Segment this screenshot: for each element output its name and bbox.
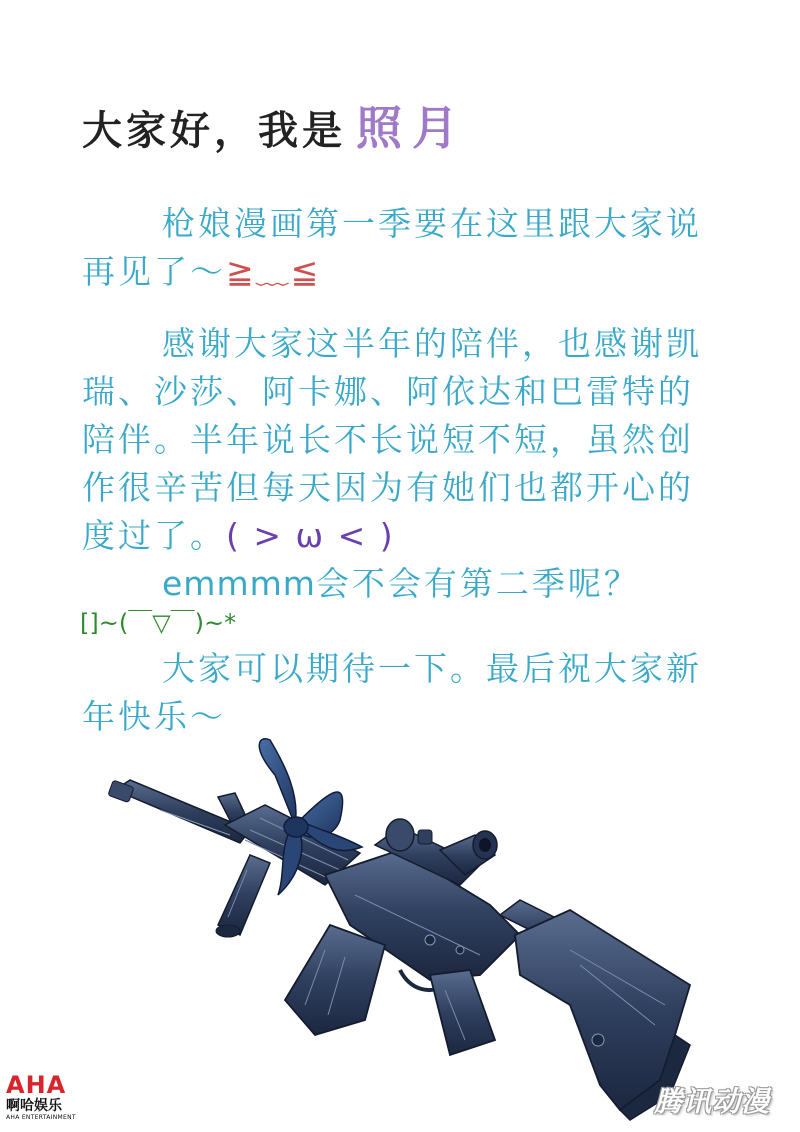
paragraph-farewell-text: 枪娘漫画第一季要在这里跟大家说再见了～ <box>82 204 702 291</box>
vertical-grip <box>216 855 270 937</box>
aha-logo-mark: AHA <box>6 1071 67 1099</box>
paragraph-thanks-text: 感谢大家这半年的陪伴，也感谢凯瑞、沙莎、阿卡娜、阿依达和巴雷特的陪伴。半年说长不长说短不短，虽然创作很辛苦但每天因为有她们也都开心的度过了。 <box>82 324 702 555</box>
paragraph-season-two-text: 会不会有第二季呢？ <box>315 564 640 603</box>
paragraph-new-year-text: 大家可以期待一下。最后祝大家新年快乐～ <box>82 649 702 736</box>
aha-entertainment-logo <box>6 1072 82 1128</box>
greeting-text: 大家好，我是 <box>82 107 346 154</box>
aha-logo-chinese: 啊哈娱乐 <box>6 1098 62 1114</box>
emoticon-sad: ≧﹏≦ <box>226 252 321 291</box>
paragraph-season-two-latin: emmmm <box>162 564 316 603</box>
emoticon-happy: ( > ω < ) <box>226 516 395 555</box>
rifle-illustration <box>100 735 720 1125</box>
paragraph-new-year <box>82 645 722 741</box>
paragraph-thanks <box>82 320 722 560</box>
author-name: 照月 <box>356 101 468 155</box>
pistol-grip <box>400 970 495 1055</box>
paragraph-farewell <box>82 200 722 296</box>
aha-logo-english: AHA ENTERTAINMENT <box>6 1114 76 1121</box>
emoticon-cheer: []~(￣▽￣)~* <box>80 609 237 637</box>
greeting-heading <box>82 92 468 158</box>
paragraph-season-two <box>82 560 722 638</box>
magazine <box>285 925 385 1035</box>
tencent-comic-watermark: 腾讯动漫 <box>654 1085 771 1118</box>
